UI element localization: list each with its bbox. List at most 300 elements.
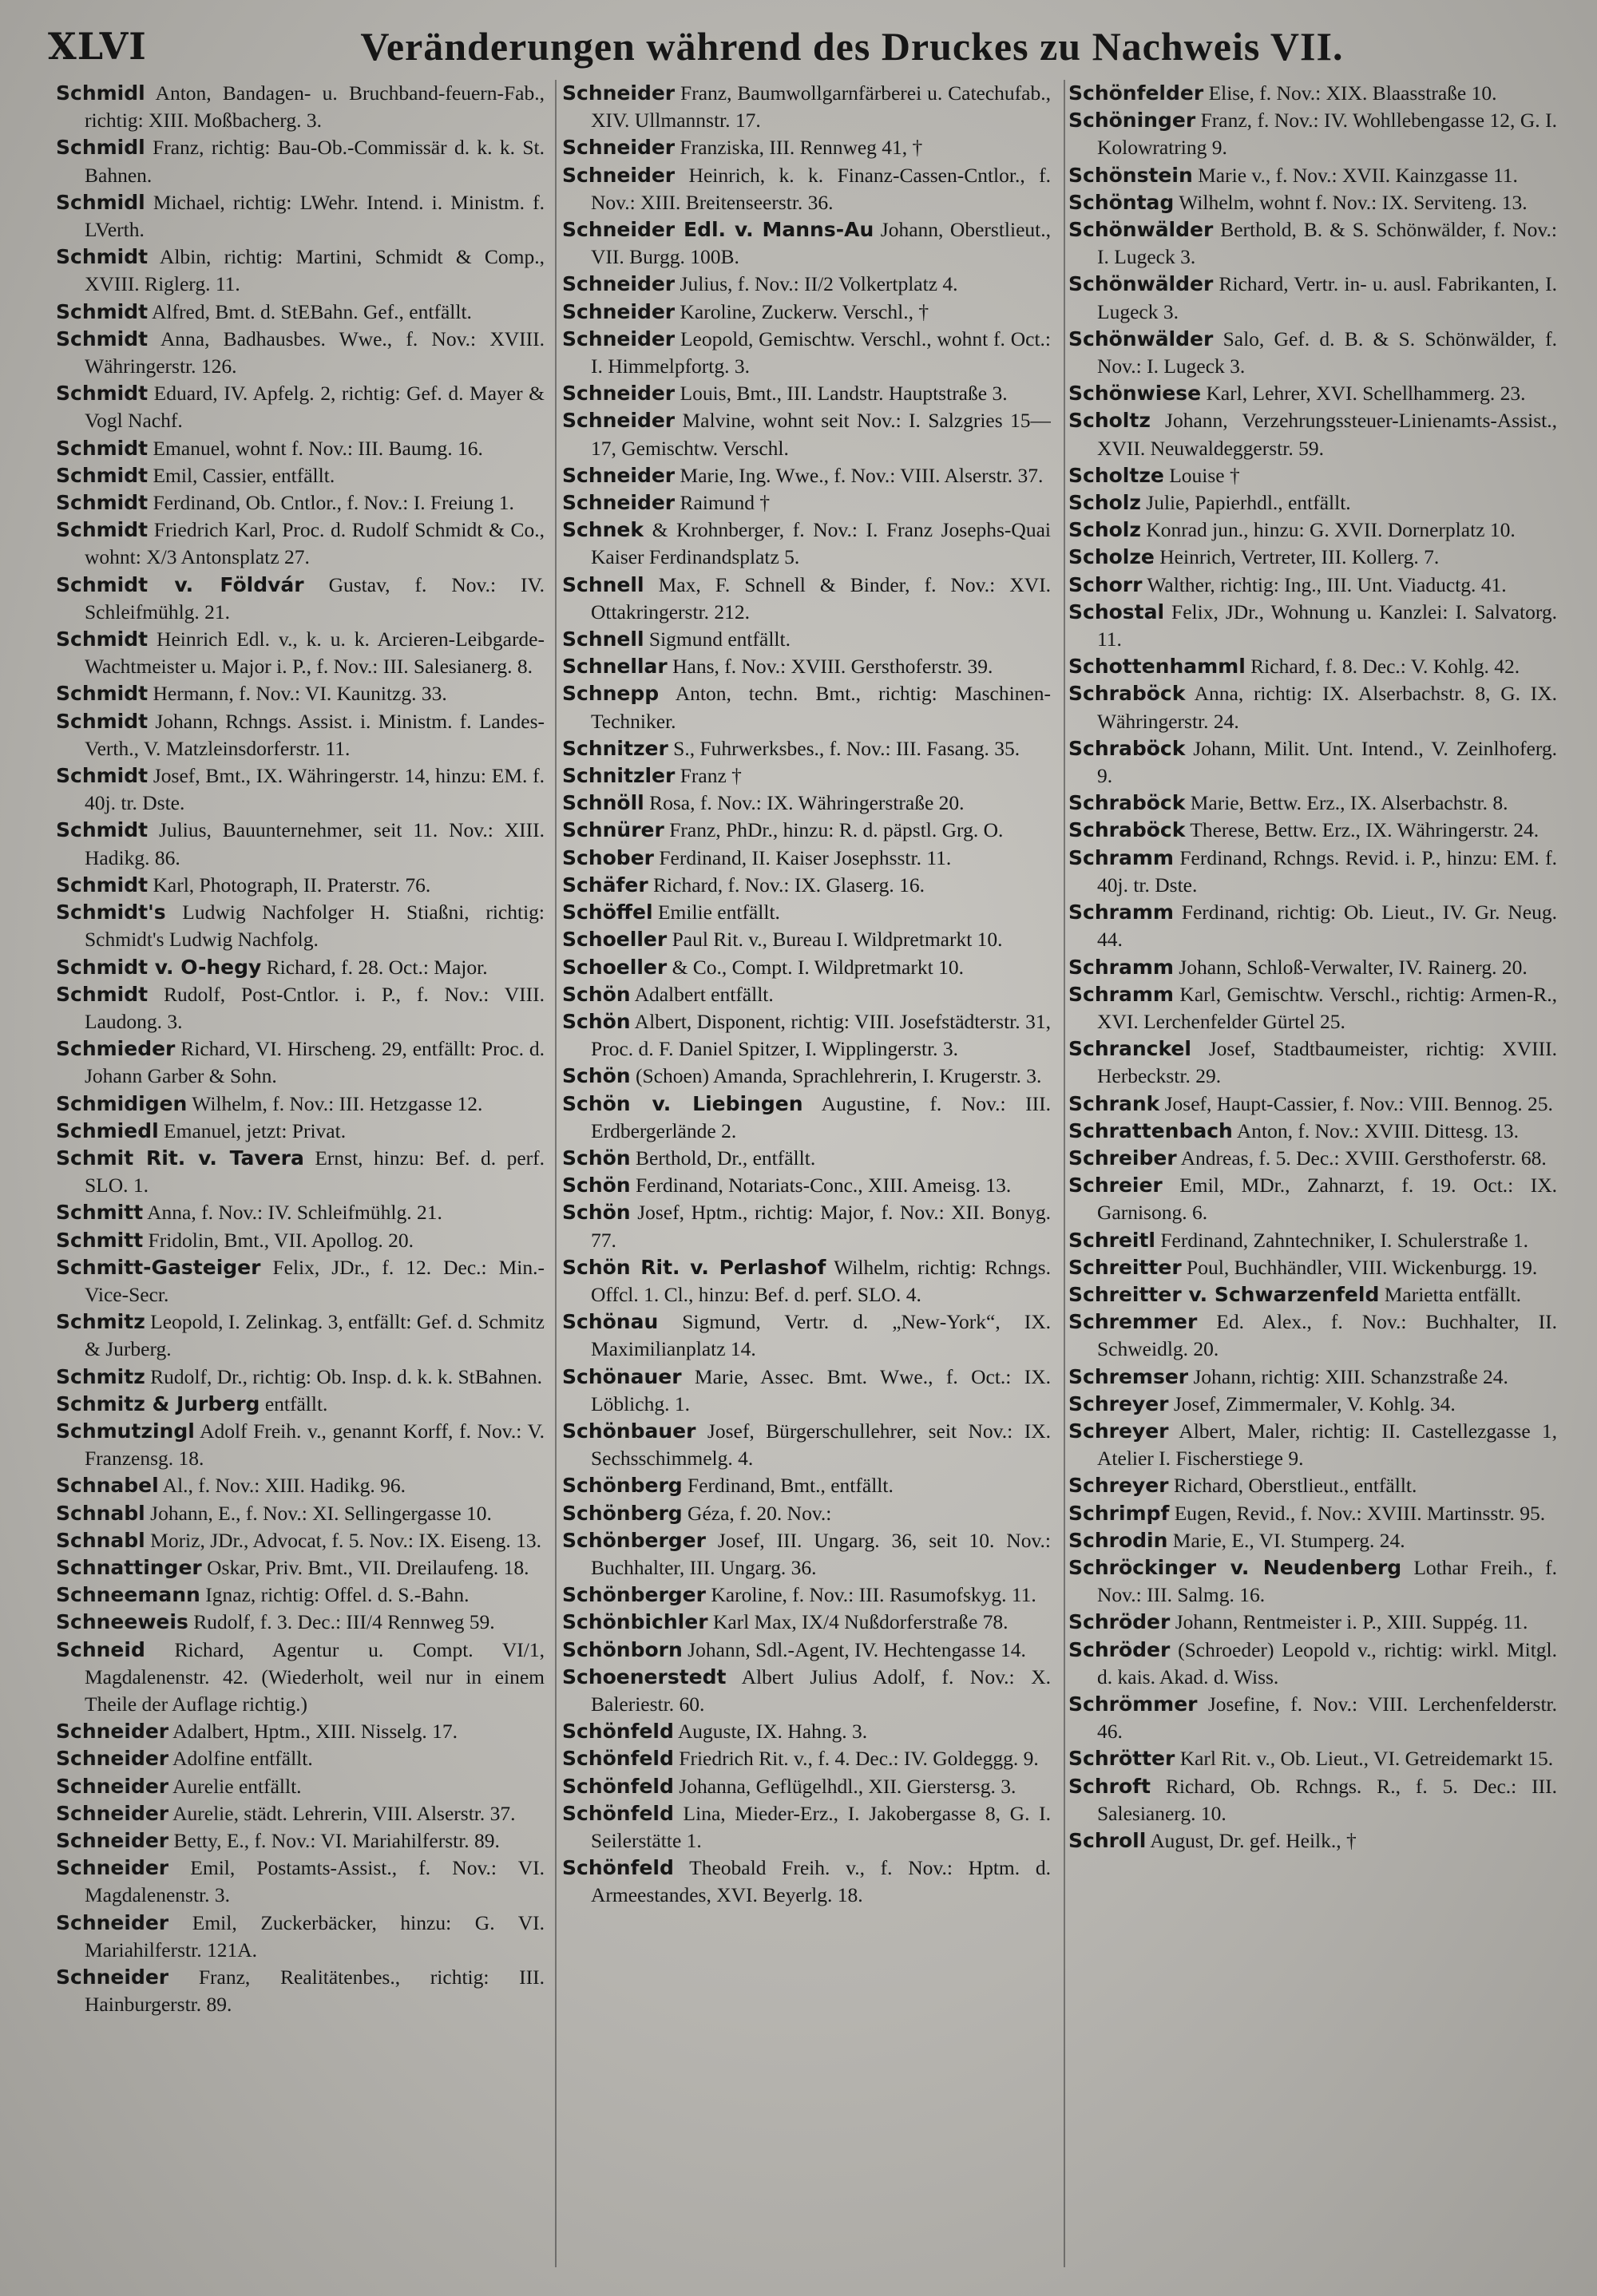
entry-details: Richard, f. Nov.: IX. Glaserg. 16. bbox=[648, 873, 925, 897]
directory-entry bbox=[562, 489, 1051, 517]
directory-entry bbox=[1068, 1609, 1557, 1636]
entry-name: Schraböck bbox=[1068, 736, 1186, 760]
entry-name: Schmidt bbox=[56, 436, 149, 460]
entry-name: Schnattinger bbox=[56, 1555, 202, 1579]
directory-entry bbox=[56, 1827, 545, 1855]
directory-entry bbox=[1068, 899, 1557, 953]
entry-name: Schmidl bbox=[56, 190, 145, 214]
entry-details: Alfred, Bmt. d. StEBahn. Gef., entfällt. bbox=[148, 299, 472, 323]
entry-name: Schönborn bbox=[562, 1637, 683, 1661]
entry-name: Schröder bbox=[1068, 1637, 1171, 1661]
entry-details: Marie, Ing. Wwe., f. Nov.: VIII. Alserstr. 37. bbox=[675, 463, 1044, 487]
entry-name: Schostal bbox=[1068, 600, 1165, 623]
directory-entry bbox=[562, 817, 1051, 844]
directory-entry bbox=[56, 872, 545, 899]
entry-details: Eugen, Revid., f. Nov.: XVIII. Martinsstr. 95. bbox=[1169, 1501, 1546, 1525]
entry-details: S., Fuhrwerksbes., f. Nov.: III. Fasang. 35. bbox=[668, 736, 1020, 760]
entry-details: Theobald Freih. v., f. Nov.: Hptm. d. Armeestandes, XVI. Beyerlg. 18. bbox=[591, 1856, 1051, 1907]
directory-entry bbox=[56, 1308, 545, 1363]
directory-entry bbox=[56, 899, 545, 953]
directory-entry bbox=[562, 1718, 1051, 1745]
entry-details: Johann, E., f. Nov.: XI. Sellingergasse 10. bbox=[145, 1501, 492, 1525]
directory-entry bbox=[56, 299, 545, 326]
directory-entry bbox=[562, 517, 1051, 571]
entry-name: Schmidt bbox=[56, 818, 149, 842]
entry-name: Schmiedl bbox=[56, 1118, 159, 1142]
directory-entry bbox=[1068, 845, 1557, 899]
entry-details: Marie v., f. Nov.: XVII. Kainzgasse 11. bbox=[1192, 163, 1518, 187]
entry-details: Aurelie entfällt. bbox=[168, 1774, 302, 1798]
entry-name: Schöninger bbox=[1068, 109, 1196, 133]
directory-entry bbox=[562, 1364, 1051, 1418]
entry-details: Emil, MDr., Zahnarzt, f. 19. Oct.: IX. Garnisong. 6. bbox=[1097, 1174, 1557, 1225]
entry-details: Albert Julius Adolf, f. Nov.: X. Baleriestr. 60. bbox=[591, 1665, 1051, 1716]
entry-name: Schnellar bbox=[562, 655, 668, 679]
entry-name: Schneider bbox=[56, 1774, 169, 1798]
directory-entry bbox=[562, 1800, 1051, 1855]
entry-name: Schroft bbox=[1068, 1774, 1151, 1798]
entry-details: (Schroeder) Leopold v., richtig: wirkl. Mitgl. d. kais. Akad. d. Wiss. bbox=[1097, 1637, 1557, 1688]
entry-details: Josef, Stadtbaumeister, richtig: XVIII. Herbeckstr. 29. bbox=[1097, 1037, 1557, 1088]
entry-name: Schön bbox=[562, 1009, 631, 1033]
entry-details: Walther, richtig: Ing., III. Unt. Viaductg. 41. bbox=[1142, 572, 1507, 596]
entry-name: Schneider bbox=[562, 491, 676, 515]
entry-name: Schmidt bbox=[56, 382, 149, 406]
directory-entry bbox=[56, 1199, 545, 1226]
directory-entry bbox=[1068, 462, 1557, 489]
entry-details: Richard, f. 28. Oct.: Major. bbox=[261, 955, 488, 979]
directory-entry bbox=[562, 1254, 1051, 1308]
entry-details: Johann, Schloß-Verwalter, IV. Rainerg. 20. bbox=[1173, 955, 1528, 979]
entry-name: Scholz bbox=[1068, 491, 1141, 515]
entry-name: Schröckinger v. Neudenberg bbox=[1068, 1555, 1402, 1579]
entry-details: Richard, VI. Hirscheng. 29, entfällt: Proc. d. Johann Garber & Sohn. bbox=[85, 1037, 545, 1088]
directory-entry bbox=[562, 762, 1051, 790]
entry-details: Franz † bbox=[675, 764, 742, 788]
entry-details: Karoline, Zuckerw. Verschl., † bbox=[675, 299, 929, 323]
entry-details: Hans, f. Nov.: XVIII. Gersthoferstr. 39. bbox=[667, 655, 993, 679]
directory-entry bbox=[562, 1008, 1051, 1063]
directory-entry bbox=[1068, 1281, 1557, 1308]
entry-name: Schreitl bbox=[1068, 1228, 1155, 1252]
directory-entry bbox=[1068, 1391, 1557, 1418]
directory-entry bbox=[56, 1637, 545, 1719]
entry-name: Schnabl bbox=[56, 1528, 145, 1552]
directory-entry bbox=[1068, 954, 1557, 981]
entry-name: Schreitter v. Schwarzenfeld bbox=[1068, 1282, 1380, 1306]
entry-details: Rudolf, Dr., richtig: Ob. Insp. d. k. k. StBahnen. bbox=[145, 1364, 542, 1388]
entry-name: Schönberger bbox=[562, 1528, 706, 1552]
entry-name: Schmidt v. O-hegy bbox=[56, 955, 262, 979]
directory-entry bbox=[562, 1773, 1051, 1800]
directory-entry bbox=[1068, 680, 1557, 734]
entry-name: Schmidt v. Földvár bbox=[56, 572, 304, 596]
entry-details: Anna, richtig: IX. Alserbachstr. 8, G. IX. Währingerstr. 24. bbox=[1097, 682, 1557, 733]
directory-entry bbox=[1068, 544, 1557, 571]
entry-details: Sigmund entfällt. bbox=[644, 627, 791, 651]
entry-name: Schrötter bbox=[1068, 1747, 1175, 1771]
directory-entry bbox=[56, 1773, 545, 1800]
entry-name: Schneider bbox=[562, 163, 676, 187]
entry-details: Leopold, I. Zelinkag. 3, entfällt: Gef. d. Schmitz & Jurberg. bbox=[85, 1310, 545, 1361]
directory-entry bbox=[56, 626, 545, 680]
entry-details: Wilhelm, richtig: Rchngs. Offcl. 1. Cl., hinzu: Bef. d. perf. SLO. 4. bbox=[591, 1255, 1051, 1306]
directory-entry bbox=[1068, 271, 1557, 325]
entry-details: (Schoen) Amanda, Sprachlehrerin, I. Krugerstr. 3. bbox=[630, 1064, 1042, 1088]
entry-details: Anton, Bandagen- u. Bruchband-feuern-Fab., richtig: XIII. Moßbacherg. 3. bbox=[85, 81, 545, 133]
entry-details: Louis, Bmt., III. Landstr. Hauptstraße 3. bbox=[675, 382, 1008, 406]
entry-name: Schraböck bbox=[1068, 682, 1186, 706]
directory-entry bbox=[562, 845, 1051, 872]
entry-name: Schnell bbox=[562, 627, 644, 651]
entry-details: Albin, richtig: Martini, Schmidt & Comp., XVIII. Riglerg. 11. bbox=[85, 245, 545, 296]
entry-name: Schönberger bbox=[562, 1583, 706, 1607]
entry-name: Schmitz bbox=[56, 1310, 145, 1334]
directory-entry bbox=[562, 1172, 1051, 1199]
entry-name: Schreier bbox=[1068, 1174, 1163, 1197]
entry-name: Schreiber bbox=[1068, 1146, 1177, 1170]
page-header bbox=[48, 14, 1557, 78]
directory-entry bbox=[562, 380, 1051, 407]
entry-name: Schön bbox=[562, 1064, 631, 1088]
directory-entry bbox=[56, 1472, 545, 1499]
page-number: XLVI bbox=[48, 25, 147, 68]
directory-entry bbox=[1068, 1472, 1557, 1499]
entry-name: Schön bbox=[562, 1174, 631, 1197]
directory-entry bbox=[56, 134, 545, 188]
entry-details: Johann, Verzehrungssteuer-Linienamts-Assist., XVII. Neuwaldeggerstr. 59. bbox=[1097, 409, 1557, 460]
directory-entry bbox=[562, 1199, 1051, 1253]
directory-entry bbox=[562, 626, 1051, 653]
directory-entry bbox=[1068, 107, 1557, 161]
entry-details: Wilhelm, wohnt f. Nov.: IX. Serviteng. 13. bbox=[1174, 190, 1528, 214]
entry-name: Schröder bbox=[1068, 1610, 1171, 1634]
directory-entry bbox=[562, 1609, 1051, 1636]
entry-name: Schönfelder bbox=[1068, 81, 1204, 105]
entry-name: Schäfer bbox=[562, 873, 648, 897]
entry-details: Rudolf, Post-Cntlor. i. P., f. Nov.: VIII. Laudong. 3. bbox=[85, 982, 545, 1033]
directory-entry bbox=[1068, 735, 1557, 790]
directory-entry bbox=[1068, 80, 1557, 107]
entry-details: Ferdinand, Rchngs. Revid. i. P., hinzu: EM. f. 40j. tr. Dste. bbox=[1097, 845, 1557, 897]
entry-name: Scholtze bbox=[1068, 463, 1164, 487]
entry-name: Schmitz & Jurberg bbox=[56, 1391, 260, 1415]
entry-name: Schraböck bbox=[1068, 791, 1186, 815]
entry-name: Schmidigen bbox=[56, 1091, 188, 1115]
entry-details: Marie, E., VI. Stumperg. 24. bbox=[1167, 1528, 1405, 1552]
entry-name: Schönstein bbox=[1068, 163, 1193, 187]
directory-entry bbox=[562, 1472, 1051, 1499]
entry-name: Schnürer bbox=[562, 818, 664, 842]
entry-details: Heinrich Edl. v., k. u. k. Arcieren-Leibgarde-Wachtmeister u. Major i. P., f. Nov.: III. Salesianerg. 8. bbox=[85, 627, 545, 679]
directory-entry bbox=[562, 216, 1051, 271]
entry-details: Richard, Vertr. in- u. ausl. Fabrikanten, I. Lugeck 3. bbox=[1097, 272, 1557, 323]
entry-details: Hermann, f. Nov.: VI. Kaunitzg. 33. bbox=[148, 682, 447, 706]
entry-name: Schrank bbox=[1068, 1091, 1160, 1115]
entry-details: entfällt. bbox=[260, 1391, 328, 1415]
entry-details: Karl Max, IX/4 Nußdorferstraße 78. bbox=[707, 1610, 1009, 1634]
entry-details: Lothar Freih., f. Nov.: III. Salmg. 16. bbox=[1097, 1555, 1557, 1607]
entry-details: Adolfine entfällt. bbox=[168, 1747, 313, 1771]
entry-details: Adolf Freih. v., genannt Korff, f. Nov.: V. Franzensg. 18. bbox=[85, 1419, 545, 1471]
directory-entry bbox=[562, 790, 1051, 817]
entry-name: Schnitzer bbox=[562, 736, 668, 760]
entry-details: Raimund † bbox=[675, 491, 771, 515]
entry-details: Anna, Badhausbes. Wwe., f. Nov.: XVIII. Währingerstr. 126. bbox=[85, 327, 545, 378]
entry-name: Schmutzingl bbox=[56, 1419, 195, 1443]
entry-details: Karl, Gemischtw. Verschl., richtig: Armen-R., XVI. Lerchenfelder Gürtel 25. bbox=[1097, 982, 1557, 1033]
entry-name: Schnell bbox=[562, 572, 644, 596]
entry-name: Schroll bbox=[1068, 1829, 1147, 1852]
directory-entry bbox=[1068, 326, 1557, 380]
entry-details: & Krohnberger, f. Nov.: I. Franz Josephs-Quai Kaiser Ferdinandsplatz 5. bbox=[591, 518, 1051, 569]
entry-details: Elise, f. Nov.: XIX. Blaasstraße 10. bbox=[1203, 81, 1497, 105]
entry-name: Schoeller bbox=[562, 955, 668, 979]
entry-details: Johann, Oberstlieut., VII. Burgg. 100B. bbox=[591, 218, 1051, 269]
directory-entry bbox=[56, 1500, 545, 1527]
entry-details: Emanuel, jetzt: Privat. bbox=[158, 1118, 347, 1142]
entry-name: Schneider bbox=[562, 136, 676, 160]
entry-name: Schön bbox=[562, 1146, 631, 1170]
entry-name: Schmidt bbox=[56, 518, 149, 542]
directory-entry bbox=[562, 271, 1051, 298]
directory-entry bbox=[56, 954, 545, 981]
entry-name: Schoeller bbox=[562, 928, 668, 952]
directory-entry bbox=[56, 1254, 545, 1308]
entry-name: Schober bbox=[562, 845, 654, 869]
entry-details: Wilhelm, f. Nov.: III. Hetzgasse 12. bbox=[187, 1091, 483, 1115]
directory-entry bbox=[562, 326, 1051, 380]
entry-details: Konrad jun., hinzu: G. XVII. Dornerplatz 10. bbox=[1140, 518, 1516, 542]
directory-entry bbox=[56, 708, 545, 762]
entry-name: Schreyer bbox=[1068, 1391, 1169, 1415]
entry-name: Scholz bbox=[1068, 518, 1141, 542]
entry-details: Julius, Bauunternehmer, seit 11. Nov.: XIII. Hadikg. 86. bbox=[85, 818, 545, 869]
entry-details: Adalbert, Hptm., XIII. Nisselg. 17. bbox=[168, 1720, 458, 1744]
entry-details: & Co., Compt. I. Wildpretmarkt 10. bbox=[667, 955, 964, 979]
directory-entry bbox=[56, 435, 545, 462]
entry-name: Schneider bbox=[562, 463, 676, 487]
entry-details: Berthold, Dr., entfällt. bbox=[630, 1146, 816, 1170]
directory-entry bbox=[562, 407, 1051, 461]
entry-details: Ernst, hinzu: Bef. d. perf. SLO. 1. bbox=[85, 1146, 545, 1197]
entry-details: Felix, JDr., Wohnung u. Kanzlei: I. Salvatorg. 11. bbox=[1097, 600, 1557, 651]
directory-entry bbox=[56, 1364, 545, 1391]
entry-details: Johann, richtig: XIII. Schanzstraße 24. bbox=[1188, 1364, 1508, 1388]
entry-name: Schönwälder bbox=[1068, 218, 1214, 242]
entry-name: Schrodin bbox=[1068, 1528, 1168, 1552]
entry-details: Fridolin, Bmt., VII. Apollog. 20. bbox=[143, 1228, 414, 1252]
entry-name: Schreitter bbox=[1068, 1255, 1182, 1279]
entry-details: Albert, Maler, richtig: II. Castellezgasse 1, Atelier I. Fischerstiege 9. bbox=[1097, 1419, 1557, 1471]
entry-name: Schmidt bbox=[56, 709, 149, 733]
directory-entry bbox=[56, 1609, 545, 1636]
directory-entry bbox=[56, 1227, 545, 1254]
directory-entry bbox=[56, 1418, 545, 1472]
entry-name: Schönwälder bbox=[1068, 272, 1214, 296]
directory-entry bbox=[56, 1118, 545, 1145]
entry-name: Schönberg bbox=[562, 1501, 683, 1525]
directory-entry bbox=[56, 489, 545, 517]
entry-details: Josef, Bürgerschullehrer, seit Nov.: IX. Sechsschimmelg. 4. bbox=[591, 1419, 1051, 1471]
directory-entry bbox=[562, 1581, 1051, 1609]
entry-details: Louise † bbox=[1163, 463, 1240, 487]
directory-entry bbox=[56, 572, 545, 626]
entry-details: Franz, richtig: Bau-Ob.-Commissär d. k. k. St. Bahnen. bbox=[85, 136, 545, 187]
entry-name: Schramm bbox=[1068, 901, 1174, 924]
entry-details: Augustine, f. Nov.: III. Erdbergerlände 2. bbox=[591, 1091, 1051, 1142]
directory-entry bbox=[56, 1964, 545, 2018]
directory-entry bbox=[1068, 1637, 1557, 1691]
entry-details: Friedrich Karl, Proc. d. Rudolf Schmidt & Co., wohnt: X/3 Antonsplatz 27. bbox=[85, 518, 545, 569]
directory-entry bbox=[562, 735, 1051, 762]
entry-details: Ed. Alex., f. Nov.: Buchhalter, II. Schweidlg. 20. bbox=[1097, 1310, 1557, 1361]
entry-name: Schneider bbox=[56, 1747, 169, 1771]
entry-name: Schmitt bbox=[56, 1201, 144, 1225]
entry-details: Julius, f. Nov.: II/2 Volkertplatz 4. bbox=[675, 272, 958, 296]
entry-details: Karoline, f. Nov.: III. Rasumofskyg. 11. bbox=[705, 1583, 1036, 1607]
directory-entry bbox=[1068, 1145, 1557, 1172]
entry-details: Karl, Lehrer, XVI. Schellhammerg. 23. bbox=[1201, 382, 1526, 406]
directory-entry bbox=[1068, 189, 1557, 216]
running-title: Veränderungen während des Druckes zu Nachweis VII. bbox=[360, 24, 1344, 69]
entry-name: Schraböck bbox=[1068, 818, 1186, 842]
entry-details: Ferdinand, II. Kaiser Josephsstr. 11. bbox=[653, 845, 952, 869]
entry-details: Ferdinand, Notariats-Conc., XIII. Ameisg. 13. bbox=[630, 1174, 1012, 1197]
directory-entry bbox=[1068, 1091, 1557, 1118]
entry-name: Schönbichler bbox=[562, 1610, 708, 1634]
entry-details: Auguste, IX. Hahng. 3. bbox=[673, 1720, 868, 1744]
entry-details: Adalbert entfällt. bbox=[630, 982, 774, 1006]
directory-entry bbox=[56, 680, 545, 707]
entry-details: Friedrich Rit. v., f. 4. Dec.: IV. Goldeggg. 9. bbox=[673, 1747, 1039, 1771]
entry-details: Rudolf, f. 3. Dec.: III/4 Rennweg 59. bbox=[188, 1610, 495, 1634]
entry-details: Josef, Haupt-Cassier, f. Nov.: VIII. Bennog. 25. bbox=[1159, 1091, 1553, 1115]
directory-entry bbox=[56, 1910, 545, 1964]
entry-name: Schneider bbox=[562, 327, 676, 350]
directory-entry bbox=[56, 1091, 545, 1118]
entry-name: Schrimpf bbox=[1068, 1501, 1170, 1525]
entry-name: Schmidt bbox=[56, 627, 149, 651]
directory-entry bbox=[562, 954, 1051, 981]
entry-details: Josef, Bmt., IX. Währingerstr. 14, hinzu: EM. f. 40j. tr. Dste. bbox=[85, 764, 545, 815]
directory-entry bbox=[56, 1855, 545, 1909]
directory-entry bbox=[562, 981, 1051, 1008]
entry-name: Schönfeld bbox=[562, 1747, 674, 1771]
entry-details: Josefine, f. Nov.: VIII. Lerchenfelderstr. 46. bbox=[1097, 1692, 1557, 1744]
entry-name: Scholze bbox=[1068, 545, 1155, 569]
directory-entry bbox=[1068, 1827, 1557, 1855]
directory-entry bbox=[1068, 216, 1557, 271]
entry-name: Schön Rit. v. Perlashof bbox=[562, 1255, 826, 1279]
entry-name: Schmidt bbox=[56, 299, 149, 323]
entry-details: Anton, f. Nov.: XVIII. Dittesg. 13. bbox=[1232, 1118, 1520, 1142]
directory-entry bbox=[1068, 981, 1557, 1035]
directory-entry bbox=[562, 572, 1051, 626]
entry-details: Ferdinand, richtig: Ob. Lieut., IV. Gr. Neug. 44. bbox=[1097, 901, 1557, 952]
entry-name: Schranckel bbox=[1068, 1037, 1191, 1061]
entry-details: Betty, E., f. Nov.: VI. Mariahilferstr. 89. bbox=[168, 1829, 500, 1852]
entry-details: Anton, techn. Bmt., richtig: Maschinen-Techniker. bbox=[591, 682, 1051, 733]
entry-name: Schneider bbox=[56, 1910, 169, 1934]
entry-name: Schmidt bbox=[56, 245, 149, 269]
directory-entry bbox=[56, 243, 545, 298]
directory-entry bbox=[56, 462, 545, 489]
directory-entry bbox=[562, 1527, 1051, 1581]
directory-entry bbox=[562, 1637, 1051, 1664]
directory-entry bbox=[562, 899, 1051, 926]
entry-details: Emil, Zuckerbäcker, hinzu: G. VI. Mariahilferstr. 121A. bbox=[85, 1910, 545, 1961]
entry-name: Schmitt bbox=[56, 1228, 144, 1252]
directory-entry bbox=[1068, 572, 1557, 599]
entry-name: Schmitz bbox=[56, 1364, 145, 1388]
entry-details: Richard, f. 8. Dec.: V. Kohlg. 42. bbox=[1245, 655, 1520, 679]
directory-entry bbox=[56, 762, 545, 817]
entry-name: Schoenerstedt bbox=[562, 1665, 727, 1688]
entry-details: Poul, Buchhändler, VIII. Wickenburgg. 19. bbox=[1181, 1255, 1538, 1279]
entry-details: Ferdinand, Bmt., entfällt. bbox=[682, 1474, 894, 1498]
entry-details: Malvine, wohnt seit Nov.: I. Salzgries 15—17, Gemischtw. Verschl. bbox=[591, 409, 1051, 460]
entry-name: Scholtz bbox=[1068, 409, 1151, 433]
entry-name: Schneider bbox=[56, 1829, 169, 1852]
entry-details: Richard, Ob. Rchngs. R., f. 5. Dec.: III. Salesianerg. 10. bbox=[1097, 1774, 1557, 1825]
entry-name: Schneider bbox=[562, 299, 676, 323]
directory-entry bbox=[1068, 1254, 1557, 1281]
directory-entry bbox=[1068, 1745, 1557, 1772]
entry-details: Emanuel, wohnt f. Nov.: III. Baumg. 16. bbox=[148, 436, 483, 460]
entry-details: Heinrich, k. k. Finanz-Cassen-Cntlor., f. Nov.: XIII. Breitenseerstr. 36. bbox=[591, 163, 1051, 214]
entry-details: Josef, Hptm., richtig: Major, f. Nov.: XII. Bonyg. 77. bbox=[591, 1201, 1051, 1252]
entry-name: Schnitzler bbox=[562, 764, 676, 788]
entry-name: Schneider bbox=[562, 409, 676, 433]
entry-name: Schönau bbox=[562, 1310, 659, 1334]
entry-details: Lina, Mieder-Erz., I. Jakobergasse 8, G. I. Seilerstätte 1. bbox=[591, 1801, 1051, 1852]
entry-details: Michael, richtig: LWehr. Intend. i. Ministm. f. LVerth. bbox=[85, 190, 545, 242]
directory-entry bbox=[1068, 599, 1557, 653]
entry-name: Schneider bbox=[56, 1720, 169, 1744]
entry-name: Schmit Rit. v. Tavera bbox=[56, 1146, 304, 1170]
entry-details: Géza, f. 20. Nov.: bbox=[682, 1501, 832, 1525]
directory-entry bbox=[1068, 517, 1557, 544]
directory-entry bbox=[1068, 1773, 1557, 1827]
entry-name: Schmidt bbox=[56, 982, 149, 1006]
directory-entry bbox=[562, 1664, 1051, 1718]
entry-details: Johann, Rentmeister i. P., XIII. Suppég. 11. bbox=[1170, 1610, 1528, 1634]
entry-name: Schreyer bbox=[1068, 1474, 1169, 1498]
directory-entry bbox=[562, 1091, 1051, 1145]
directory-entry bbox=[562, 1145, 1051, 1172]
entry-details: Emil, Cassier, entfällt. bbox=[148, 463, 335, 487]
directory-entry bbox=[56, 1745, 545, 1772]
directory-entry bbox=[56, 1554, 545, 1581]
directory-entry bbox=[1068, 407, 1557, 461]
entry-details: Karl Rit. v., Ob. Lieut., VI. Getreidemarkt 15. bbox=[1175, 1747, 1554, 1771]
entry-details: Rosa, f. Nov.: IX. Währingerstraße 20. bbox=[644, 791, 965, 815]
entry-details: Marietta entfällt. bbox=[1379, 1282, 1522, 1306]
entry-details: Moriz, JDr., Advocat, f. 5. Nov.: IX. Eiseng. 13. bbox=[145, 1528, 542, 1552]
entry-name: Schreyer bbox=[1068, 1419, 1169, 1443]
entry-details: Josef, III. Ungarg. 36, seit 10. Nov.: Buchhalter, III. Ungarg. 36. bbox=[591, 1528, 1051, 1579]
directory-entry bbox=[1068, 1691, 1557, 1745]
entry-details: Anna, f. Nov.: IV. Schleifmühlg. 21. bbox=[143, 1201, 442, 1225]
entry-details: Emilie entfällt. bbox=[652, 901, 780, 924]
directory-entry bbox=[56, 189, 545, 243]
entry-name: Schönfeld bbox=[562, 1856, 674, 1880]
directory-entry bbox=[56, 817, 545, 871]
entry-name: Schön bbox=[562, 1201, 631, 1225]
entry-name: Schnek bbox=[562, 518, 644, 542]
entry-name: Schön v. Liebingen bbox=[562, 1091, 803, 1115]
